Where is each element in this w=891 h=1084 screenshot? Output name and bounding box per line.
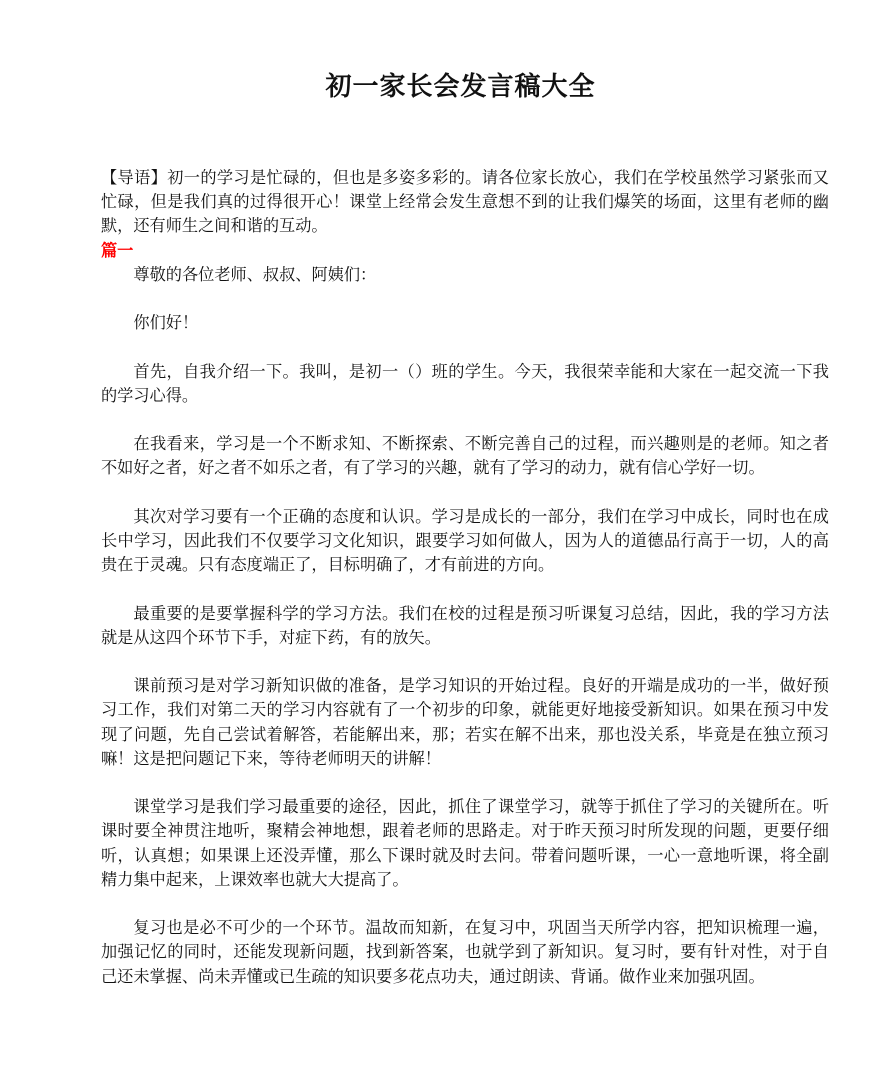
body-paragraph: 首先，自我介绍一下。我叫，是初一（）班的学生。今天，我很荣幸能和大家在一起交流一下我的学习心得。 bbox=[101, 361, 829, 405]
body-paragraph: 你们好！ bbox=[133, 313, 199, 333]
document-body bbox=[101, 166, 829, 989]
body-paragraph: 在我看来，学习是一个不断求知、不断探索、不断完善自己的过程，而兴趣则是的老师。知之者不如好之者，好之者不如乐之者，有了学习的兴趣，就有了学习的动力，就有信心学好一切。 bbox=[101, 434, 829, 478]
document-title: 初一家长会发言稿大全 bbox=[325, 72, 596, 102]
body-paragraph: 其次对学习要有一个正确的态度和认识。学习是成长的一部分，我们在学习中成长，同时也在成长中学习，因此我们不仅要学习文化知识，跟要学习如何做人，因为人的道德品行高于一切，人的高贵在于灵魂。只有态度端正了，目标明确了，才有前进的方向。 bbox=[101, 506, 829, 575]
intro-paragraph: 【导语】初一的学习是忙碌的，但也是多姿多彩的。请各位家长放心，我们在学校虽然学习紧张而又忙碌，但是我们真的过得很开心！课堂上经常会发生意想不到的让我们爆笑的场面，这里有老师的幽默，还有师生之间和谐的互动。 bbox=[101, 168, 829, 236]
section-label: 篇一 bbox=[101, 240, 134, 260]
body-paragraph: 课堂学习是我们学习最重要的途径，因此，抓住了课堂学习，就等于抓住了学习的关键所在。听课时要全神贯注地听，聚精会神地想，跟着老师的思路走。对于昨天预习时所发现的问题，更要仔细听，认真想；如果课上还没弄懂，那么下课时就及时去问。带着问题听课，一心一意地听课，将全副精力集中起来，上课效率也就大大提高了。 bbox=[101, 797, 829, 889]
body-paragraph: 复习也是必不可少的一个环节。温故而知新，在复习中，巩固当天所学内容，把知识梳理一遍，加强记忆的同时，还能发现新问题，找到新答案，也就学到了新知识。复习时，要有针对性，对于自己还未掌握、尚未弄懂或已生疏的知识要多花点功夫，通过朗读、背诵。做作业来加强巩固。 bbox=[101, 918, 829, 986]
body-paragraph: 尊敬的各位老师、叔叔、阿姨们： bbox=[133, 264, 377, 284]
body-paragraph: 最重要的是要掌握科学的学习方法。我们在校的过程是预习听课复习总结，因此，我的学习方法就是从这四个环节下手，对症下药，有的放矢。 bbox=[101, 603, 829, 647]
body-paragraph: 课前预习是对学习新知识做的准备，是学习知识的开始过程。良好的开端是成功的一半，做好预习工作，我们对第二天的学习内容就有了一个初步的印象，就能更好地接受新知识。如果在预习中发现了问题，先自己尝试着解答，若能解出来，那；若实在解不出来，那也没关系，毕竟是在独立预习嘛！这是把问题记下来，等待老师明天的讲解！ bbox=[101, 676, 829, 768]
